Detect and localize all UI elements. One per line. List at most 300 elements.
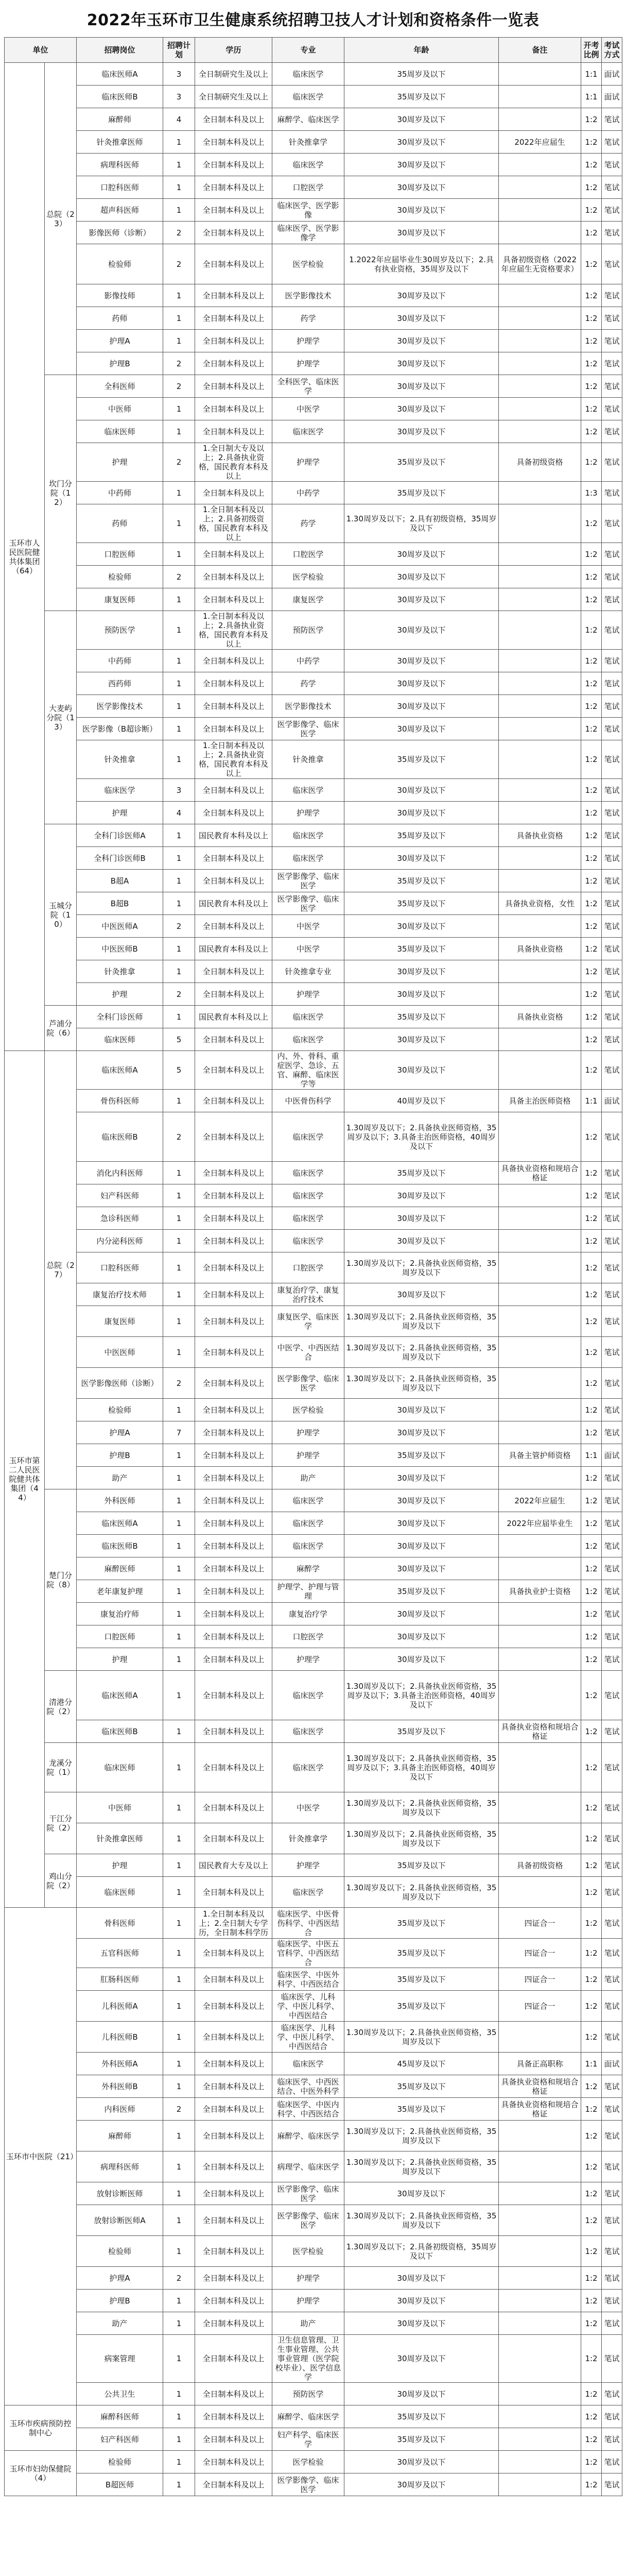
age-cell: 30周岁及以下 xyxy=(344,1557,499,1580)
remark-cell xyxy=(499,420,581,443)
plan-cell: 5 xyxy=(163,1028,195,1051)
exam-cell: 笔试 xyxy=(602,2405,622,2428)
age-cell: 30周岁及以下 xyxy=(344,1184,499,1207)
plan-cell: 2 xyxy=(163,983,195,1006)
exam-cell: 笔试 xyxy=(602,938,622,960)
major-cell: 医学检验 xyxy=(272,2236,344,2267)
age-cell: 35周岁及以下 xyxy=(344,1939,499,1968)
plan-cell: 1 xyxy=(163,1162,195,1184)
exam-cell: 笔试 xyxy=(602,543,622,566)
exam-cell: 笔试 xyxy=(602,1006,622,1028)
position-cell: 针灸推拿 xyxy=(77,960,163,983)
education-cell: 全日制本科及以上 xyxy=(195,1207,272,1230)
position-cell: 检验师 xyxy=(77,566,163,588)
ratio-cell: 1:2 xyxy=(581,892,602,915)
education-cell: 全日制本科及以上 xyxy=(195,108,272,131)
exam-cell: 笔试 xyxy=(602,1207,622,1230)
major-cell: 口腔医学 xyxy=(272,1252,344,1283)
remark-cell: 2022年应届生 xyxy=(499,131,581,154)
remark-cell xyxy=(499,86,581,108)
remark-cell xyxy=(499,199,581,222)
education-cell: 全日制本科及以上 xyxy=(195,1444,272,1467)
remark-cell xyxy=(499,779,581,802)
major-cell: 临床医学 xyxy=(272,779,344,802)
exam-cell: 笔试 xyxy=(602,2312,622,2335)
remark-cell xyxy=(499,983,581,1006)
plan-cell: 1 xyxy=(163,892,195,915)
ratio-cell: 1:2 xyxy=(581,718,602,740)
education-cell: 全日制本科及以上 xyxy=(195,2205,272,2236)
age-cell: 35周岁及以下 xyxy=(344,2428,499,2451)
remark-cell xyxy=(499,352,581,375)
remark-cell xyxy=(499,1112,581,1162)
exam-cell: 笔试 xyxy=(602,420,622,443)
age-cell: 30周岁及以下 xyxy=(344,307,499,330)
major-cell: 护理学 xyxy=(272,2267,344,2290)
plan-cell: 3 xyxy=(163,86,195,108)
exam-cell: 笔试 xyxy=(602,1603,622,1625)
remark-cell: 具备主管护师资格 xyxy=(499,1444,581,1467)
age-cell: 30周岁及以下 xyxy=(344,1489,499,1512)
major-cell: 临床医学、医学影像学 xyxy=(272,222,344,244)
major-cell: 口腔医学 xyxy=(272,1625,344,1648)
ratio-cell: 1:2 xyxy=(581,695,602,718)
position-cell: 外科医师A xyxy=(77,2053,163,2075)
recruitment-table xyxy=(4,37,622,2496)
age-cell: 35周岁及以下 xyxy=(344,2405,499,2428)
table-row xyxy=(5,588,622,611)
position-cell: 麻醉科医师 xyxy=(77,2405,163,2428)
major-cell: 临床医学、中医内科学、中西医结合 xyxy=(272,2098,344,2121)
ratio-cell: 1:2 xyxy=(581,1603,602,1625)
table-row xyxy=(5,1184,622,1207)
exam-cell: 笔试 xyxy=(602,1720,622,1743)
major-cell: 护理学 xyxy=(272,443,344,482)
plan-cell: 1 xyxy=(163,672,195,695)
remark-cell xyxy=(499,1051,581,1090)
position-cell: 护理 xyxy=(77,1648,163,1671)
age-cell: 30周岁及以下 xyxy=(344,108,499,131)
unit-cell: 玉环市中医院（21） xyxy=(5,1908,77,2405)
age-cell: 1.30周岁及以下；2.具备执业医师资格，35周岁及以下 xyxy=(344,2121,499,2151)
exam-cell: 笔试 xyxy=(602,284,622,307)
plan-cell: 1 xyxy=(163,1399,195,1421)
table-body xyxy=(5,63,622,2496)
major-cell: 中医学 xyxy=(272,915,344,938)
ratio-cell: 1:2 xyxy=(581,2098,602,2121)
table-row xyxy=(5,695,622,718)
remark-cell: 具备初级资格 xyxy=(499,1854,581,1877)
table-row xyxy=(5,2405,622,2428)
plan-cell: 1 xyxy=(163,1854,195,1877)
exam-cell: 笔试 xyxy=(602,1792,622,1823)
major-cell: 麻醉学、临床医学 xyxy=(272,2405,344,2428)
remark-cell xyxy=(499,1230,581,1252)
education-cell: 全日制本科及以上 xyxy=(195,1939,272,1968)
plan-cell: 2 xyxy=(163,2267,195,2290)
exam-cell: 笔试 xyxy=(602,154,622,176)
plan-cell: 1 xyxy=(163,1877,195,1908)
subunit-cell: 清港分院（2） xyxy=(45,1671,77,1743)
major-cell: 临床医学 xyxy=(272,86,344,108)
plan-cell: 2 xyxy=(163,352,195,375)
plan-cell: 1 xyxy=(163,2053,195,2075)
plan-cell: 1 xyxy=(163,2451,195,2473)
table-row xyxy=(5,176,622,199)
table-row xyxy=(5,983,622,1006)
ratio-cell: 1:2 xyxy=(581,1792,602,1823)
remark-cell xyxy=(499,802,581,824)
position-cell: 麻醉师 xyxy=(77,108,163,131)
ratio-cell: 1:2 xyxy=(581,398,602,420)
education-cell: 1.全日制本科及以上；2.具备初级资格，国民教育本科及以上 xyxy=(195,504,272,543)
plan-cell: 2 xyxy=(163,2098,195,2121)
table-row xyxy=(5,2053,622,2075)
education-cell: 全日制研究生及以上 xyxy=(195,63,272,86)
position-cell: 康复治疗技术师 xyxy=(77,1283,163,1306)
education-cell: 全日制本科及以上 xyxy=(195,1603,272,1625)
exam-cell: 笔试 xyxy=(602,1467,622,1489)
major-cell: 医学影像学、临床医学 xyxy=(272,2182,344,2205)
education-cell: 全日制本科及以上 xyxy=(195,1162,272,1184)
position-cell: 护理A xyxy=(77,330,163,352)
exam-cell: 笔试 xyxy=(602,1368,622,1399)
education-cell: 全日制本科及以上 xyxy=(195,1337,272,1368)
education-cell: 全日制本科及以上 xyxy=(195,2098,272,2121)
ratio-cell: 1:2 xyxy=(581,1625,602,1648)
header-exam: 考试方式 xyxy=(602,38,622,63)
table-row xyxy=(5,1051,622,1090)
table-row xyxy=(5,2451,622,2473)
plan-cell: 1 xyxy=(163,1512,195,1535)
remark-cell xyxy=(499,1792,581,1823)
exam-cell: 笔试 xyxy=(602,695,622,718)
position-cell: 护理 xyxy=(77,802,163,824)
major-cell: 预防医学 xyxy=(272,2383,344,2405)
age-cell: 30周岁及以下 xyxy=(344,1283,499,1306)
exam-cell: 笔试 xyxy=(602,2205,622,2236)
ratio-cell: 1:2 xyxy=(581,2405,602,2428)
table-row xyxy=(5,1489,622,1512)
remark-cell xyxy=(499,154,581,176)
major-cell: 中医学 xyxy=(272,398,344,420)
exam-cell: 面试 xyxy=(602,2053,622,2075)
table-row xyxy=(5,1968,622,1991)
major-cell: 口腔医学 xyxy=(272,176,344,199)
position-cell: 影像技师 xyxy=(77,284,163,307)
position-cell: 临床医师A xyxy=(77,1671,163,1720)
age-cell: 30周岁及以下 xyxy=(344,176,499,199)
exam-cell: 笔试 xyxy=(602,1743,622,1792)
exam-cell: 笔试 xyxy=(602,2098,622,2121)
ratio-cell: 1:2 xyxy=(581,1991,602,2022)
plan-cell: 1 xyxy=(163,1535,195,1557)
ratio-cell: 1:2 xyxy=(581,2428,602,2451)
major-cell: 医学影像技术 xyxy=(272,695,344,718)
plan-cell: 1 xyxy=(163,847,195,870)
ratio-cell: 1:2 xyxy=(581,2473,602,2496)
exam-cell: 笔试 xyxy=(602,718,622,740)
position-cell: 口腔科医师 xyxy=(77,1252,163,1283)
remark-cell: 具备执业资格和规培合格证 xyxy=(499,2075,581,2098)
plan-cell: 1 xyxy=(163,176,195,199)
age-cell: 30周岁及以下 xyxy=(344,375,499,398)
table-row xyxy=(5,870,622,892)
position-cell: 全科门诊医师A xyxy=(77,824,163,847)
position-cell: 西药师 xyxy=(77,672,163,695)
header-position: 招聘岗位 xyxy=(77,38,163,63)
ratio-cell: 1:2 xyxy=(581,504,602,543)
education-cell: 全日制本科及以上 xyxy=(195,2182,272,2205)
exam-cell: 笔试 xyxy=(602,1162,622,1184)
unit-cell: 玉环市第二人民医院健共体集团（44） xyxy=(5,1051,45,1908)
exam-cell: 笔试 xyxy=(602,588,622,611)
education-cell: 全日制本科及以上 xyxy=(195,566,272,588)
exam-cell: 笔试 xyxy=(602,1337,622,1368)
position-cell: 药师 xyxy=(77,504,163,543)
age-cell: 1.2022年应届毕业生30周岁及以下；2.具有执业资格，35周岁及以下 xyxy=(344,244,499,284)
plan-cell: 1 xyxy=(163,1444,195,1467)
position-cell: 公共卫生 xyxy=(77,2383,163,2405)
position-cell: 临床医师A xyxy=(77,1512,163,1535)
plan-cell: 4 xyxy=(163,802,195,824)
age-cell: 30周岁及以下 xyxy=(344,915,499,938)
table-row xyxy=(5,672,622,695)
age-cell: 35周岁及以下 xyxy=(344,63,499,86)
exam-cell: 笔试 xyxy=(602,131,622,154)
position-cell: 临床医师B xyxy=(77,1535,163,1557)
plan-cell: 1 xyxy=(163,2428,195,2451)
age-cell: 30周岁及以下 xyxy=(344,1512,499,1535)
major-cell: 临床医学 xyxy=(272,847,344,870)
exam-cell: 笔试 xyxy=(602,779,622,802)
exam-cell: 笔试 xyxy=(602,2428,622,2451)
education-cell: 国民教育本科及以上 xyxy=(195,824,272,847)
remark-cell xyxy=(499,2290,581,2312)
position-cell: 口腔医师 xyxy=(77,1625,163,1648)
subunit-cell: 楚门分院（8） xyxy=(45,1489,77,1671)
education-cell: 全日制本科及以上 xyxy=(195,718,272,740)
remark-cell xyxy=(499,870,581,892)
exam-cell: 笔试 xyxy=(602,1283,622,1306)
table-row xyxy=(5,1557,622,1580)
ratio-cell: 1:1 xyxy=(581,86,602,108)
position-cell: 儿科医师A xyxy=(77,1991,163,2022)
exam-cell: 笔试 xyxy=(602,199,622,222)
table-row xyxy=(5,504,622,543)
age-cell: 1.30周岁及以下；2.具备执业医师资格，35周岁及以下 xyxy=(344,2151,499,2182)
remark-cell xyxy=(499,2312,581,2335)
major-cell: 中药学 xyxy=(272,482,344,504)
table-row xyxy=(5,108,622,131)
education-cell: 全日制本科及以上 xyxy=(195,482,272,504)
table-row xyxy=(5,2075,622,2098)
age-cell: 35周岁及以下 xyxy=(344,1162,499,1184)
education-cell: 全日制本科及以上 xyxy=(195,1535,272,1557)
ratio-cell: 1:2 xyxy=(581,2236,602,2267)
major-cell: 医学影像学、临床医学 xyxy=(272,2205,344,2236)
remark-cell: 具备执业资格 xyxy=(499,938,581,960)
remark-cell xyxy=(499,330,581,352)
position-cell: 病案管理 xyxy=(77,2335,163,2383)
major-cell: 药学 xyxy=(272,307,344,330)
ratio-cell: 1:2 xyxy=(581,2267,602,2290)
plan-cell: 2 xyxy=(163,1112,195,1162)
major-cell: 临床医学、儿科学、中医儿科学、中西医结合 xyxy=(272,1991,344,2022)
ratio-cell: 1:2 xyxy=(581,1207,602,1230)
unit-cell: 玉环市妇幼保健院（4） xyxy=(5,2451,77,2496)
exam-cell: 笔试 xyxy=(602,847,622,870)
ratio-cell: 1:2 xyxy=(581,154,602,176)
ratio-cell: 1:2 xyxy=(581,2121,602,2151)
header-education: 学历 xyxy=(195,38,272,63)
plan-cell: 1 xyxy=(163,1580,195,1603)
age-cell: 30周岁及以下 xyxy=(344,1535,499,1557)
table-row xyxy=(5,1671,622,1720)
major-cell: 中药学 xyxy=(272,650,344,672)
remark-cell xyxy=(499,1368,581,1399)
age-cell: 35周岁及以下 xyxy=(344,2098,499,2121)
table-row xyxy=(5,892,622,915)
remark-cell xyxy=(499,2428,581,2451)
age-cell: 35周岁及以下 xyxy=(344,2075,499,2098)
ratio-cell: 1:2 xyxy=(581,1230,602,1252)
major-cell: 临床医学 xyxy=(272,1489,344,1512)
remark-cell: 四证合一 xyxy=(499,1939,581,1968)
exam-cell: 笔试 xyxy=(602,1671,622,1720)
position-cell: 临床医师B xyxy=(77,86,163,108)
education-cell: 全日制本科及以上 xyxy=(195,1184,272,1207)
major-cell: 药学 xyxy=(272,504,344,543)
exam-cell: 笔试 xyxy=(602,1823,622,1854)
remark-cell xyxy=(499,1557,581,1580)
education-cell: 1.全日制本科及以上；2.具备执业资格，国民教育本科及以上 xyxy=(195,740,272,779)
table-row xyxy=(5,1854,622,1877)
table-row xyxy=(5,2236,622,2267)
remark-cell xyxy=(499,1207,581,1230)
age-cell: 30周岁及以下 xyxy=(344,2312,499,2335)
header-major: 专业 xyxy=(272,38,344,63)
major-cell: 内、外、骨科、重症医学、急诊、五官、麻醉、临床医学等 xyxy=(272,1051,344,1090)
ratio-cell: 1:2 xyxy=(581,1968,602,1991)
remark-cell xyxy=(499,1306,581,1337)
exam-cell: 笔试 xyxy=(602,1854,622,1877)
table-row xyxy=(5,244,622,284)
education-cell: 全日制本科及以上 xyxy=(195,2236,272,2267)
table-row xyxy=(5,2098,622,2121)
subunit-cell: 玉城分院（10） xyxy=(45,824,77,1006)
position-cell: 临床医师A xyxy=(77,1051,163,1090)
major-cell: 针灸推拿 xyxy=(272,740,344,779)
major-cell: 中医学 xyxy=(272,938,344,960)
exam-cell: 笔试 xyxy=(602,1939,622,1968)
plan-cell: 7 xyxy=(163,1421,195,1444)
exam-cell: 笔试 xyxy=(602,672,622,695)
remark-cell xyxy=(499,2451,581,2473)
ratio-cell: 1:2 xyxy=(581,1028,602,1051)
position-cell: 骨科医师 xyxy=(77,1908,163,1939)
education-cell: 全日制本科及以上 xyxy=(195,352,272,375)
position-cell: 全科门诊医师B xyxy=(77,847,163,870)
major-cell: 针灸推拿学 xyxy=(272,1823,344,1854)
exam-cell: 笔试 xyxy=(602,2335,622,2383)
major-cell: 口腔医学 xyxy=(272,543,344,566)
plan-cell: 2 xyxy=(163,375,195,398)
table-row xyxy=(5,566,622,588)
remark-cell xyxy=(499,1184,581,1207)
education-cell: 全日制本科及以上 xyxy=(195,1399,272,1421)
education-cell: 全日制本科及以上 xyxy=(195,2053,272,2075)
ratio-cell: 1:2 xyxy=(581,1399,602,1421)
subunit-cell: 芦浦分院（6） xyxy=(45,1006,77,1051)
remark-cell: 2022年应届生 xyxy=(499,1489,581,1512)
plan-cell: 1 xyxy=(163,307,195,330)
education-cell: 全日制本科及以上 xyxy=(195,695,272,718)
ratio-cell: 1:2 xyxy=(581,983,602,1006)
age-cell: 30周岁及以下 xyxy=(344,2182,499,2205)
education-cell: 全日制本科及以上 xyxy=(195,2473,272,2496)
age-cell: 35周岁及以下 xyxy=(344,1968,499,1991)
major-cell: 临床医学 xyxy=(272,63,344,86)
remark-cell xyxy=(499,2383,581,2405)
age-cell: 35周岁及以下 xyxy=(344,1854,499,1877)
table-row xyxy=(5,1580,622,1603)
table-row xyxy=(5,1467,622,1489)
table-row xyxy=(5,222,622,244)
position-cell: 检验师 xyxy=(77,2451,163,2473)
remark-cell xyxy=(499,2267,581,2290)
ratio-cell: 1:2 xyxy=(581,779,602,802)
ratio-cell: 1:2 xyxy=(581,1939,602,1968)
education-cell: 全日制本科及以上 xyxy=(195,2428,272,2451)
education-cell: 全日制本科及以上 xyxy=(195,650,272,672)
position-cell: 急诊科医师 xyxy=(77,1207,163,1230)
table-row xyxy=(5,1028,622,1051)
age-cell: 1.30周岁及以下；2.具备执业医师资格，35周岁及以下 xyxy=(344,1823,499,1854)
plan-cell: 1 xyxy=(163,420,195,443)
table-row xyxy=(5,543,622,566)
table-row xyxy=(5,154,622,176)
age-cell: 1.30周岁及以下；2.具备执业医师资格，35周岁及以下 xyxy=(344,1337,499,1368)
ratio-cell: 1:2 xyxy=(581,1720,602,1743)
education-cell: 全日制本科及以上 xyxy=(195,915,272,938)
exam-cell: 笔试 xyxy=(602,2151,622,2182)
age-cell: 30周岁及以下 xyxy=(344,1230,499,1252)
ratio-cell: 1:2 xyxy=(581,2451,602,2473)
plan-cell: 1 xyxy=(163,2335,195,2383)
age-cell: 35周岁及以下 xyxy=(344,482,499,504)
plan-cell: 1 xyxy=(163,1306,195,1337)
major-cell: 护理学 xyxy=(272,330,344,352)
plan-cell: 1 xyxy=(163,1603,195,1625)
ratio-cell: 1:2 xyxy=(581,352,602,375)
education-cell: 全日制本科及以上 xyxy=(195,2312,272,2335)
major-cell: 临床医学 xyxy=(272,1184,344,1207)
plan-cell: 1 xyxy=(163,2473,195,2496)
exam-cell: 笔试 xyxy=(602,915,622,938)
exam-cell: 笔试 xyxy=(602,566,622,588)
exam-cell: 笔试 xyxy=(602,2383,622,2405)
remark-cell: 具备初级资格（2022年应届生无资格要求） xyxy=(499,244,581,284)
remark-cell xyxy=(499,1603,581,1625)
age-cell: 1.30周岁及以下；2.具备执业医师资格，35周岁及以下 xyxy=(344,2205,499,2236)
table-row xyxy=(5,1877,622,1908)
ratio-cell: 1:2 xyxy=(581,1877,602,1908)
remark-cell xyxy=(499,1535,581,1557)
exam-cell: 面试 xyxy=(602,1444,622,1467)
remark-cell xyxy=(499,1877,581,1908)
table-row xyxy=(5,330,622,352)
